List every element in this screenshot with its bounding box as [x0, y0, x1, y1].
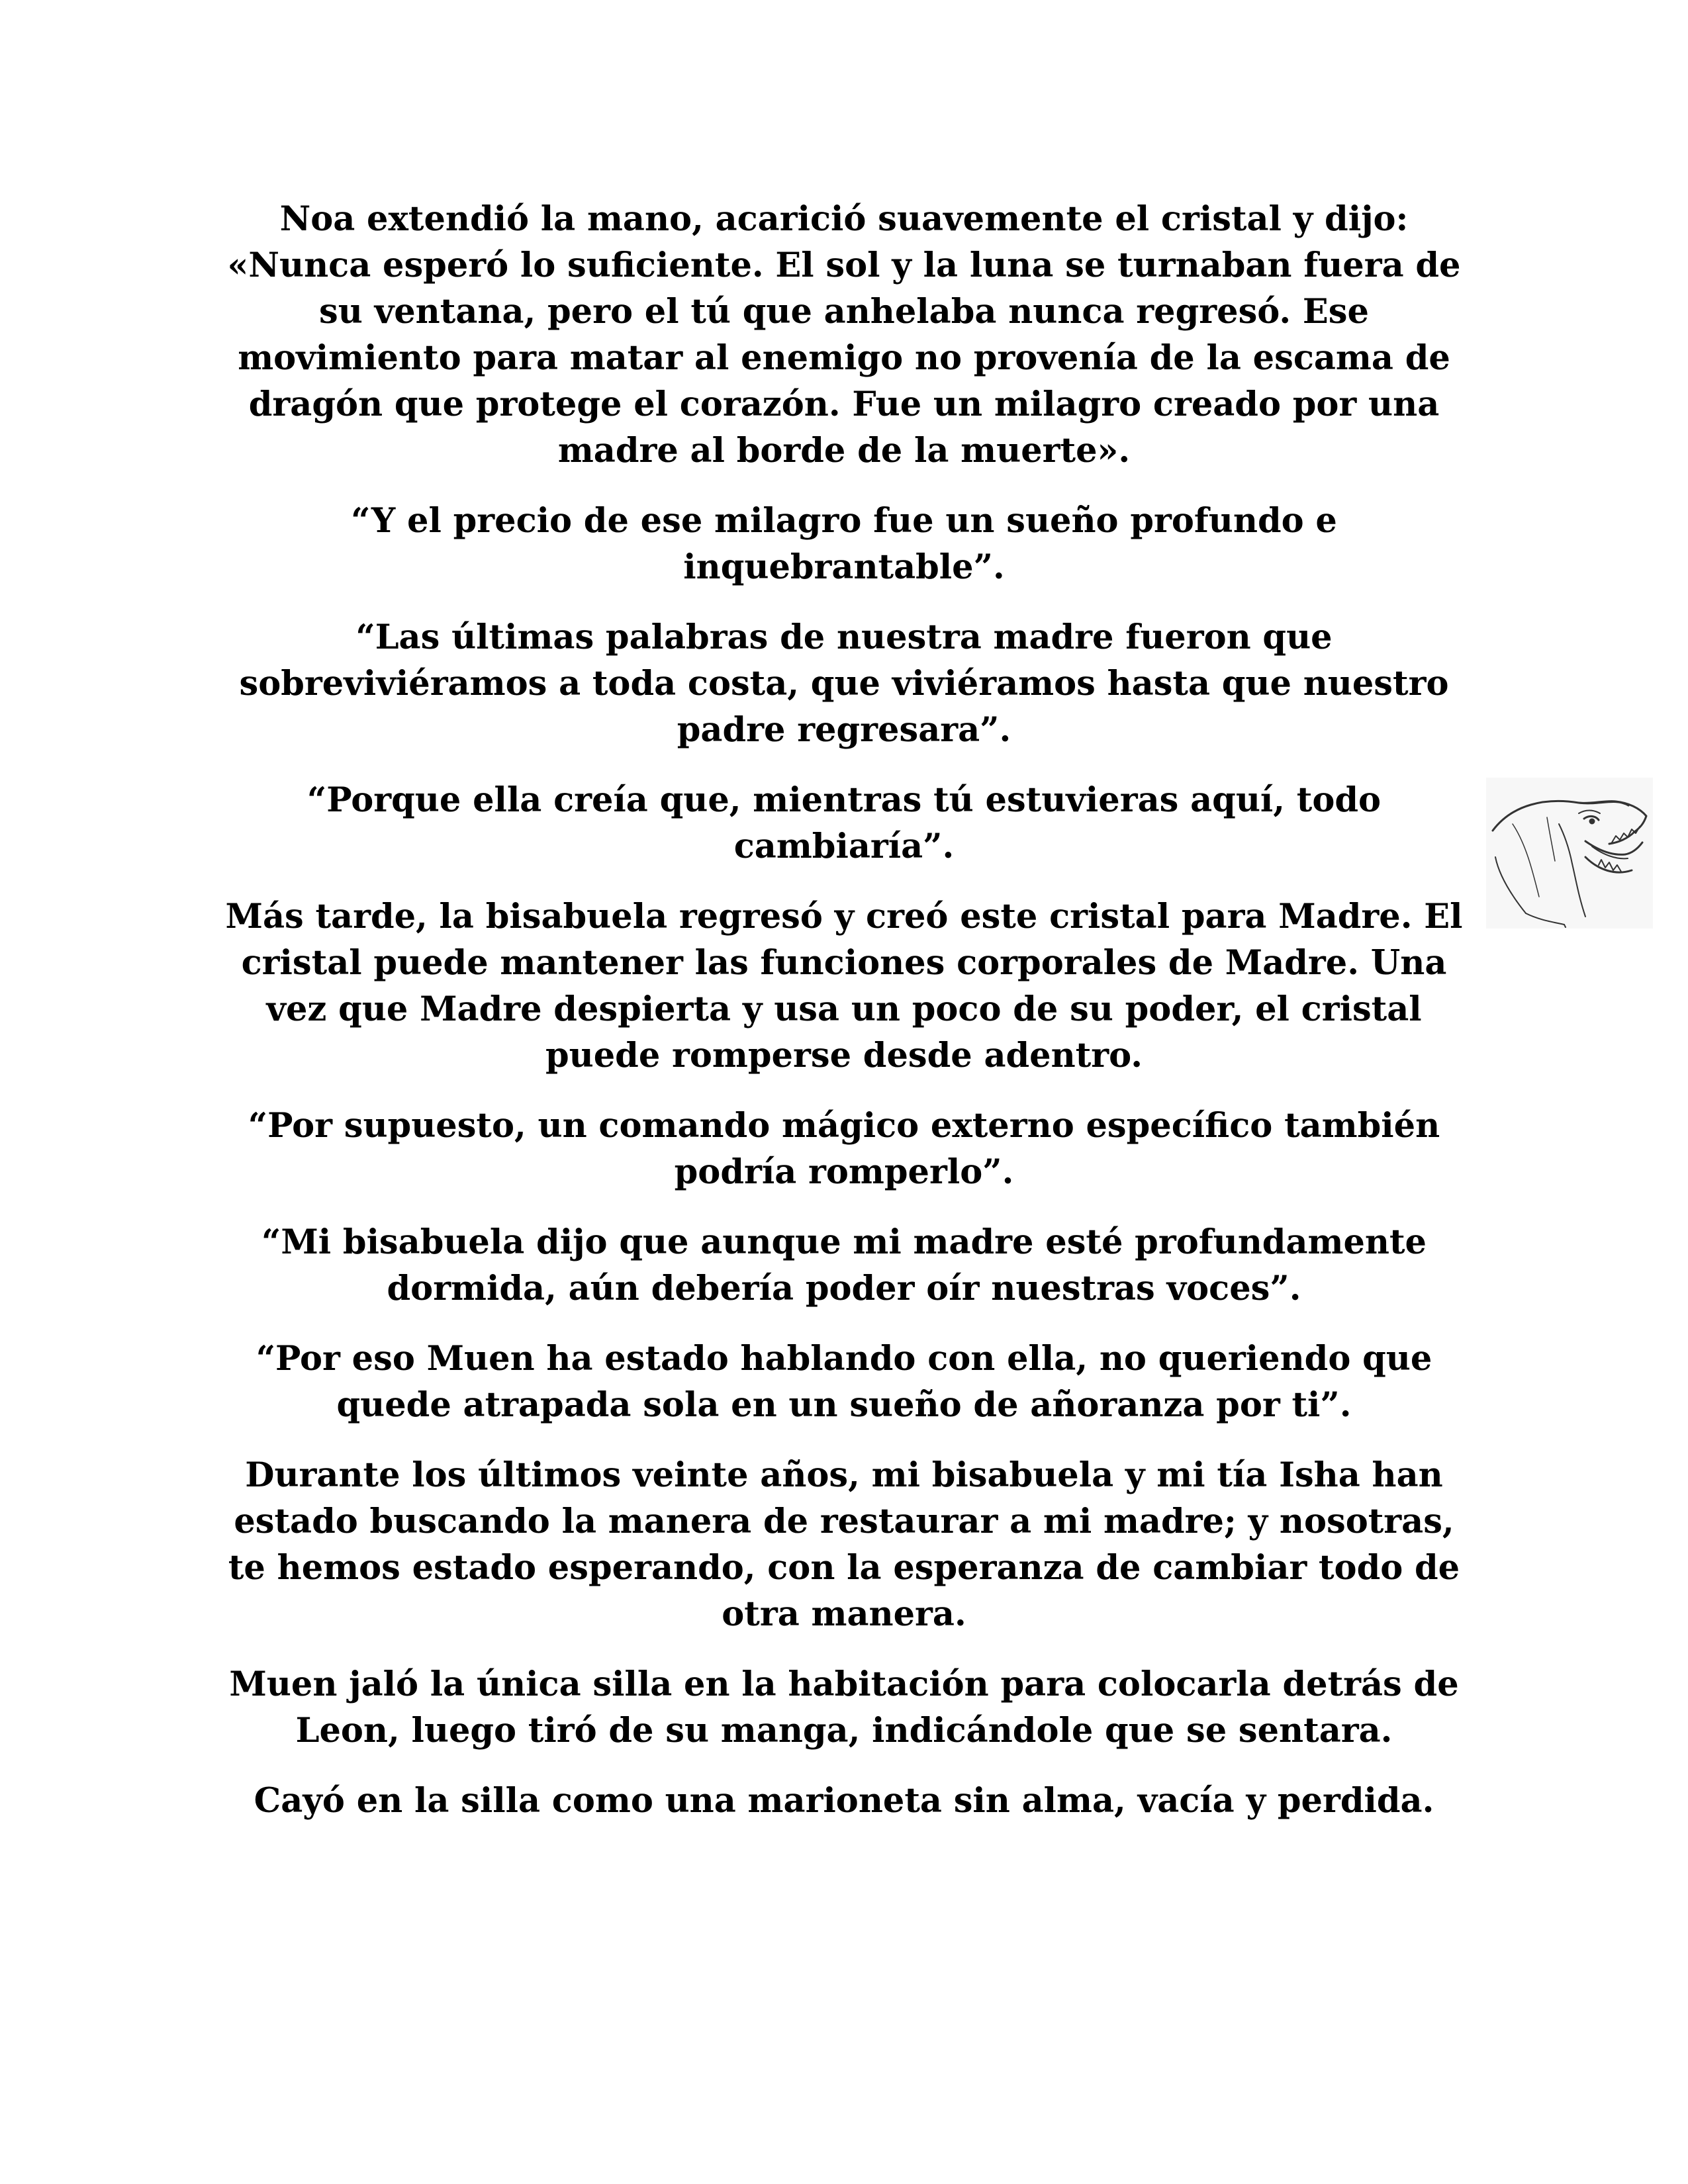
paragraph-9: Durante los últimos veinte años, mi bisabuela y mi tía Isha han estado buscando la manera de restaurar a mi madre; y nosotras, te hemos estado esperando, con la esperanza de cambiar todo de otra manera. — [228, 1455, 1460, 1634]
paragraph-6: “Por supuesto, un comando mágico externo específico también podría romperlo”. — [248, 1106, 1440, 1192]
paragraph-11: Cayó en la silla como una marioneta sin alma, vacía y perdida. — [254, 1781, 1434, 1821]
paragraph-7: “Mi bisabuela dijo que aunque mi madre esté profundamente dormida, aún debería poder oír nuestras voces”. — [261, 1222, 1427, 1308]
paragraph-5: Más tarde, la bisabuela regresó y creó este cristal para Madre. El cristal puede mantener las funciones corporales de Madre. Una vez que Madre despierta y usa un poco de su poder, el cristal puede romperse desde adentro. — [225, 897, 1463, 1075]
document-body — [225, 196, 1463, 1848]
paragraph-1: Noa extendió la mano, acarició suavemente el cristal y dijo: «Nunca esperó lo suficiente. El sol y la luna se turnaban fuera de su ventana, pero el tú que anhelaba nunca regresó. Ese movimiento para matar al enemigo no provenía de la escama de dragón que protege el corazón. Fue un milagro creado por una madre al borde de la muerte». — [227, 199, 1461, 471]
paragraph-10: Muen jaló la única silla en la habitación para colocarla detrás de Leon, luego tiró de su manga, indicándole que se sentara. — [229, 1664, 1459, 1751]
paragraph-2: “Y el precio de ese milagro fue un sueño profundo e inquebrantable”. — [351, 501, 1337, 587]
paragraph-3: “Las últimas palabras de nuestra madre fueron que sobreviviéramos a toda costa, que viviéramos hasta que nuestro padre regresara”. — [239, 617, 1449, 750]
paragraph-8: “Por eso Muen ha estado hablando con ella, no queriendo que quede atrapada sola en un sueño de añoranza por ti”. — [256, 1339, 1432, 1425]
paragraph-4: “Porque ella creía que, mientras tú estuvieras aquí, todo cambiaría”. — [306, 780, 1382, 866]
dinosaur-head-sketch-icon — [1486, 778, 1653, 929]
